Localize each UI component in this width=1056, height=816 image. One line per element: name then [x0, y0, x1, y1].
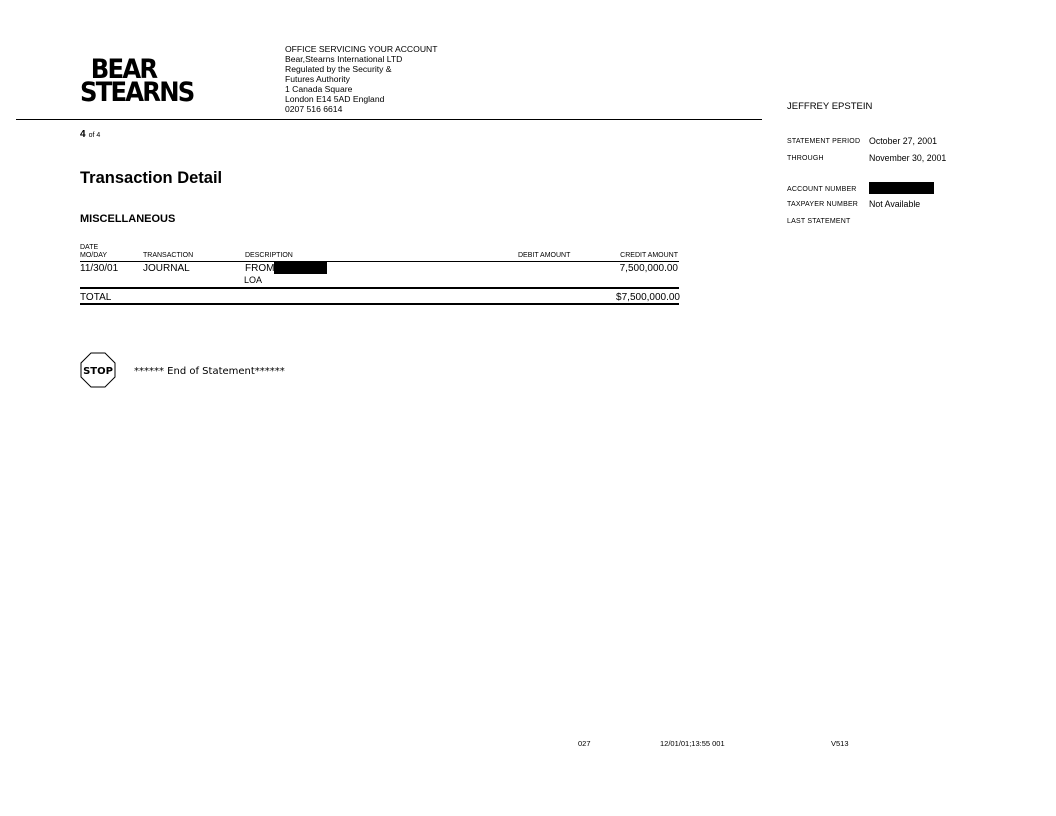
- header-credit-amount: CREDIT AMOUNT: [620, 252, 678, 259]
- office-line: OFFICE SERVICING YOUR ACCOUNT: [285, 44, 438, 54]
- account-number-redaction: [869, 182, 934, 194]
- office-line: Futures Authority: [285, 74, 350, 84]
- statement-period-label: STATEMENT PERIOD: [787, 138, 861, 145]
- total-label: TOTAL: [80, 292, 112, 303]
- logo-line-1: BEAR: [90, 54, 157, 85]
- row-date: 11/30/01: [80, 263, 119, 274]
- page-of: of: [88, 132, 95, 139]
- taxpayer-number-label: TAXPAYER NUMBER: [787, 201, 859, 208]
- total-credit-amount: $7,500,000.00: [616, 292, 680, 303]
- row-description-line2: LOA: [244, 275, 263, 285]
- office-line: 1 Canada Square: [285, 84, 353, 94]
- footer-code-3: V513: [831, 739, 849, 748]
- logo-line-2: STEARNS: [80, 77, 194, 108]
- stop-sign-icon: [80, 352, 116, 388]
- total-top-rule: [80, 287, 679, 289]
- section-heading: MISCELLANEOUS: [80, 213, 176, 225]
- office-line: Bear,Stearns International LTD: [285, 54, 403, 64]
- row-credit-amount: 7,500,000.00: [619, 263, 678, 274]
- office-line: 0207 516 6614: [285, 104, 343, 114]
- header-debit-amount: DEBIT AMOUNT: [518, 252, 571, 259]
- header-transaction: TRANSACTION: [143, 252, 194, 259]
- office-line: Regulated by the Security &: [285, 64, 392, 74]
- through-value: November 30, 2001: [869, 153, 947, 163]
- office-address-block: [285, 44, 437, 114]
- client-name: JEFFREY EPSTEIN: [787, 101, 873, 112]
- account-number-label: ACCOUNT NUMBER: [787, 186, 857, 193]
- page-total: 4: [96, 132, 101, 139]
- row-transaction: JOURNAL: [143, 263, 190, 274]
- header-mo-day: MO/DAY: [80, 252, 108, 259]
- total-bottom-rule: [80, 303, 679, 305]
- footer-code-2: 12/01/01;13:55 001: [660, 739, 725, 748]
- through-label: THROUGH: [787, 155, 824, 162]
- statement-period-value: October 27, 2001: [869, 136, 937, 146]
- end-of-statement: ****** End of Statement******: [134, 366, 285, 377]
- row-description-line1: FROM: [245, 263, 275, 274]
- header-underline: [80, 261, 679, 262]
- header-date: DATE: [80, 244, 99, 251]
- office-line: London E14 5AD England: [285, 94, 385, 104]
- header-description: DESCRIPTION: [245, 252, 293, 259]
- last-statement-label: LAST STATEMENT: [787, 218, 851, 225]
- bear-stearns-logo: [80, 54, 194, 108]
- footer-code-1: 027: [578, 739, 591, 748]
- page-title: Transaction Detail: [80, 169, 223, 187]
- page-current: 4: [80, 129, 86, 140]
- page-number: [80, 129, 100, 140]
- taxpayer-number-value: Not Available: [869, 199, 921, 209]
- stop-sign-label: STOP: [83, 366, 113, 377]
- header-divider: [16, 119, 762, 120]
- description-redaction: [274, 262, 327, 274]
